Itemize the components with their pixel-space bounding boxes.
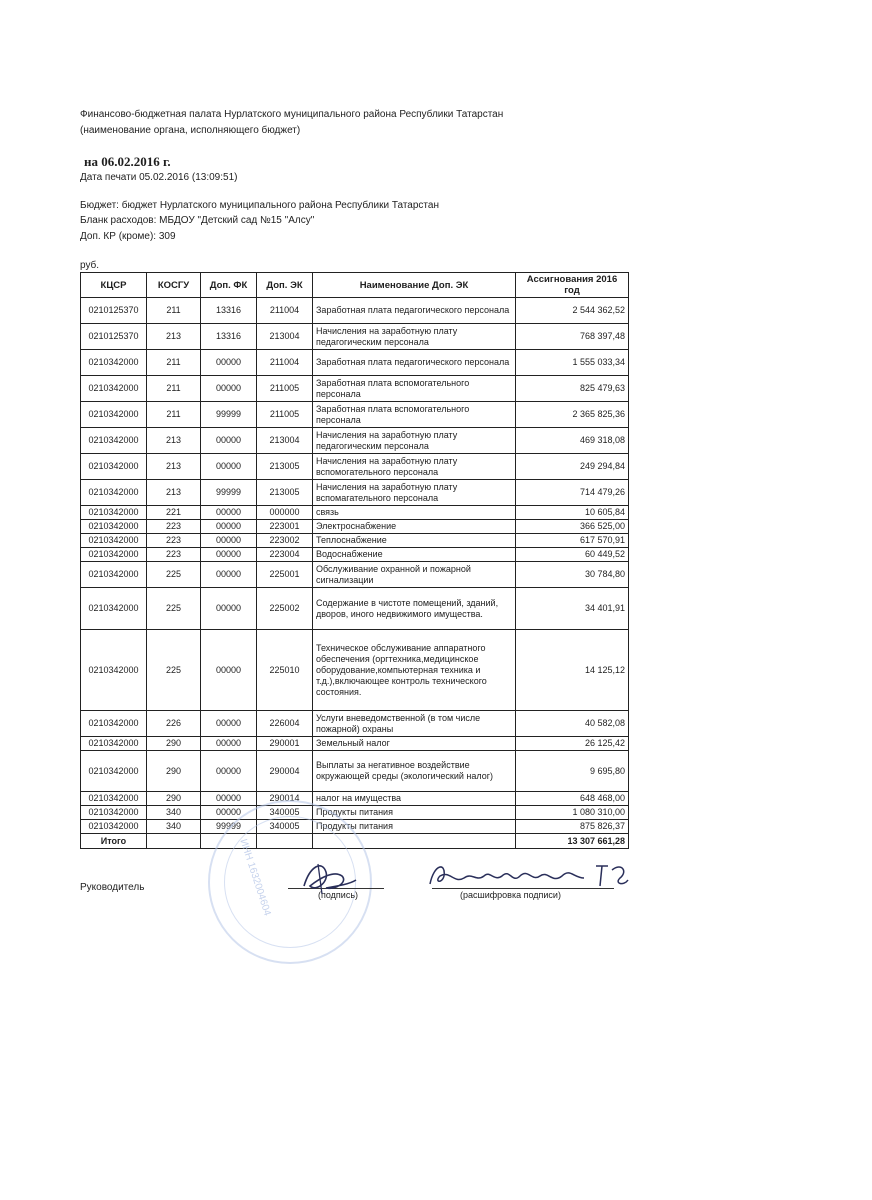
cell-dop-ek: 290004: [257, 751, 313, 792]
cell-dop-fk: 00000: [201, 711, 257, 737]
cell-amount: 366 525,00: [516, 520, 629, 534]
cell-amount: 14 125,12: [516, 630, 629, 711]
table-row: [81, 737, 629, 751]
cell-amount: 1 080 310,00: [516, 806, 629, 820]
cell-kcsr: 0210342000: [81, 350, 147, 376]
cell-amount: 2 365 825,36: [516, 402, 629, 428]
cell-kcsr: 0210342000: [81, 562, 147, 588]
cell-kosgu: 225: [147, 630, 201, 711]
table-row: [81, 428, 629, 454]
cell-kosgu: 211: [147, 298, 201, 324]
cell-dop-ek: 213005: [257, 454, 313, 480]
table-row: [81, 298, 629, 324]
cell-dop-fk: 13316: [201, 324, 257, 350]
cell-kcsr: 0210342000: [81, 454, 147, 480]
cell-name: Заработная плата вспомогательного персонала: [313, 402, 516, 428]
dop-kr-line: Доп. КР (кроме): 309: [80, 231, 176, 242]
cell-dop-fk: 00000: [201, 562, 257, 588]
table-row: [81, 402, 629, 428]
col-header-amount: Ассигнования 2016 год: [516, 273, 629, 298]
col-header-dop-ek: Доп. ЭК: [257, 273, 313, 298]
cell-dop-ek: 290014: [257, 792, 313, 806]
budget-line: Бюджет: бюджет Нурлатского муниципального района Республики Татарстан: [80, 200, 439, 211]
cell-dop-fk: 00000: [201, 737, 257, 751]
table-row: [81, 534, 629, 548]
cell-dop-ek: 340005: [257, 820, 313, 834]
total-label: Итого: [81, 834, 147, 849]
cell-kcsr: 0210342000: [81, 588, 147, 630]
cell-name: налог на имущества: [313, 792, 516, 806]
table-row: [81, 548, 629, 562]
table-row: [81, 376, 629, 402]
cell-dop-ek: 225010: [257, 630, 313, 711]
cell-kosgu: 223: [147, 548, 201, 562]
cell-dop-ek: 211005: [257, 402, 313, 428]
cell-amount: 714 479,26: [516, 480, 629, 506]
col-header-kcsr: КЦСР: [81, 273, 147, 298]
cell-amount: 469 318,08: [516, 428, 629, 454]
cell-kosgu: 211: [147, 376, 201, 402]
cell-amount: 26 125,42: [516, 737, 629, 751]
cell-dop-fk: 00000: [201, 454, 257, 480]
cell-dop-fk: 00000: [201, 588, 257, 630]
cell-kosgu: 290: [147, 792, 201, 806]
cell-amount: 768 397,48: [516, 324, 629, 350]
cell-dop-ek: 211004: [257, 350, 313, 376]
cell-name: Выплаты за негативное воздействие окружающей среды (экологический налог): [313, 751, 516, 792]
table-row: [81, 454, 629, 480]
cell-kcsr: 0210342000: [81, 630, 147, 711]
cell-name: Земельный налог: [313, 737, 516, 751]
cell-amount: 30 784,80: [516, 562, 629, 588]
cell-amount: 875 826,37: [516, 820, 629, 834]
cell-name: Начисления на заработную плату вспомогательного персонала: [313, 454, 516, 480]
cell-kcsr: 0210342000: [81, 806, 147, 820]
cell-kosgu: 211: [147, 402, 201, 428]
cell-amount: 825 479,63: [516, 376, 629, 402]
col-header-name: Наименование Доп. ЭК: [313, 273, 516, 298]
cell-dop-ek: 213005: [257, 480, 313, 506]
total-amount: 13 307 661,28: [516, 834, 629, 849]
currency-label: руб.: [80, 260, 100, 271]
cell-name: Заработная плата педагогического персонала: [313, 298, 516, 324]
cell-amount: 9 695,80: [516, 751, 629, 792]
cell-kosgu: 223: [147, 520, 201, 534]
table-row: [81, 520, 629, 534]
signature-role: Руководитель: [80, 882, 145, 893]
cell-kosgu: 213: [147, 324, 201, 350]
cell-name: Содержание в чистоте помещений, зданий, дворов, иного недвижимого имущества.: [313, 588, 516, 630]
cell-dop-ek: 223002: [257, 534, 313, 548]
cell-kcsr: 0210342000: [81, 792, 147, 806]
cell-dop-ek: 340005: [257, 806, 313, 820]
expense-form-line: Бланк расходов: МБДОУ "Детский сад №15 "Алсу": [80, 215, 315, 226]
table-row: [81, 751, 629, 792]
cell-kosgu: 340: [147, 820, 201, 834]
cell-kcsr: 0210125370: [81, 298, 147, 324]
cell-dop-fk: 00000: [201, 806, 257, 820]
table-row: [81, 324, 629, 350]
col-header-kosgu: КОСГУ: [147, 273, 201, 298]
cell-name: Начисления на заработную плату педагогическим персонала: [313, 428, 516, 454]
cell-dop-fk: 00000: [201, 534, 257, 548]
table-row: [81, 792, 629, 806]
cell-kosgu: 225: [147, 562, 201, 588]
cell-amount: 1 555 033,34: [516, 350, 629, 376]
cell-dop-fk: 13316: [201, 298, 257, 324]
org-caption: (наименование органа, исполняющего бюджет): [80, 125, 301, 136]
cell-kcsr: 0210342000: [81, 820, 147, 834]
org-name: Финансово-бюджетная палата Нурлатского муниципального района Республики Татарстан: [80, 109, 504, 120]
cell-kosgu: 225: [147, 588, 201, 630]
cell-kosgu: 211: [147, 350, 201, 376]
cell-kcsr: 0210342000: [81, 376, 147, 402]
cell-kcsr: 0210342000: [81, 506, 147, 520]
table-row: [81, 588, 629, 630]
cell-dop-ek: 226004: [257, 711, 313, 737]
stamp-inn: ИНН 1632004604: [237, 837, 273, 918]
cell-name: Техническое обслуживание аппаратного обеспечения (оргтехника,медицинское оборудование,компьютерная техника и т.д.),включающее контроль технического состояния.: [313, 630, 516, 711]
cell-kosgu: 213: [147, 480, 201, 506]
cell-kcsr: 0210342000: [81, 751, 147, 792]
table-row: [81, 806, 629, 820]
cell-name: Водоснабжение: [313, 548, 516, 562]
cell-dop-ek: 290001: [257, 737, 313, 751]
cell-amount: 2 544 362,52: [516, 298, 629, 324]
table-row: [81, 480, 629, 506]
cell-dop-fk: 99999: [201, 402, 257, 428]
cell-dop-ek: 223004: [257, 548, 313, 562]
cell-kosgu: 340: [147, 806, 201, 820]
cell-amount: 617 570,91: [516, 534, 629, 548]
cell-dop-ek: 211005: [257, 376, 313, 402]
cell-amount: 10 605,84: [516, 506, 629, 520]
cell-dop-fk: 00000: [201, 506, 257, 520]
cell-kosgu: 213: [147, 454, 201, 480]
cell-name: Электроснабжение: [313, 520, 516, 534]
cell-name: Обслуживание охранной и пожарной сигнализации: [313, 562, 516, 588]
cell-kcsr: 0210342000: [81, 534, 147, 548]
table-row: [81, 350, 629, 376]
cell-name: Начисления на заработную плату педагогическим персонала: [313, 324, 516, 350]
table-row: [81, 562, 629, 588]
cell-kcsr: 0210342000: [81, 520, 147, 534]
signature-caption: (подпись): [318, 890, 359, 900]
handwritten-signature: [296, 856, 360, 900]
cell-name: Теплоснабжение: [313, 534, 516, 548]
table-header-row: [81, 273, 629, 298]
cell-name: Продукты питания: [313, 806, 516, 820]
table-row: [81, 630, 629, 711]
cell-kcsr: 0210342000: [81, 737, 147, 751]
cell-amount: 249 294,84: [516, 454, 629, 480]
cell-name: Заработная плата педагогического персонала: [313, 350, 516, 376]
cell-dop-fk: 00000: [201, 548, 257, 562]
cell-dop-ek: 225001: [257, 562, 313, 588]
cell-dop-ek: 213004: [257, 428, 313, 454]
cell-name: связь: [313, 506, 516, 520]
cell-dop-fk: 00000: [201, 792, 257, 806]
cell-dop-ek: 213004: [257, 324, 313, 350]
cell-kcsr: 0210125370: [81, 324, 147, 350]
cell-dop-fk: 00000: [201, 428, 257, 454]
report-date: на 06.02.2016 г.: [84, 154, 171, 169]
table-row: [81, 506, 629, 520]
cell-kcsr: 0210342000: [81, 548, 147, 562]
cell-name: Продукты питания: [313, 820, 516, 834]
col-header-dop-fk: Доп. ФК: [201, 273, 257, 298]
cell-amount: 40 582,08: [516, 711, 629, 737]
cell-name: Заработная плата вспомогательного персонала: [313, 376, 516, 402]
cell-kosgu: 290: [147, 737, 201, 751]
decode-caption: (расшифровка подписи): [460, 890, 561, 900]
cell-dop-ek: 225002: [257, 588, 313, 630]
cell-kcsr: 0210342000: [81, 480, 147, 506]
cell-dop-fk: 00000: [201, 630, 257, 711]
cell-amount: 34 401,91: [516, 588, 629, 630]
cell-dop-fk: 99999: [201, 480, 257, 506]
cell-kosgu: 213: [147, 428, 201, 454]
table-row: [81, 711, 629, 737]
cell-kosgu: 290: [147, 751, 201, 792]
cell-amount: 60 449,52: [516, 548, 629, 562]
cell-kcsr: 0210342000: [81, 711, 147, 737]
cell-dop-ek: 211004: [257, 298, 313, 324]
cell-dop-ek: 000000: [257, 506, 313, 520]
cell-dop-fk: 00000: [201, 350, 257, 376]
handwritten-decode: [424, 858, 634, 894]
cell-kosgu: 226: [147, 711, 201, 737]
cell-name: Услуги вневедомственной (в том числе пожарной) охраны: [313, 711, 516, 737]
cell-name: Начисления на заработную плату вспомагательного персонала: [313, 480, 516, 506]
cell-kcsr: 0210342000: [81, 428, 147, 454]
print-date: Дата печати 05.02.2016 (13:09:51): [80, 172, 238, 183]
cell-kosgu: 223: [147, 534, 201, 548]
cell-kosgu: 221: [147, 506, 201, 520]
budget-table: [80, 272, 629, 849]
cell-dop-fk: 99999: [201, 820, 257, 834]
cell-dop-ek: 223001: [257, 520, 313, 534]
cell-kcsr: 0210342000: [81, 402, 147, 428]
cell-dop-fk: 00000: [201, 751, 257, 792]
cell-amount: 648 468,00: [516, 792, 629, 806]
cell-dop-fk: 00000: [201, 520, 257, 534]
cell-dop-fk: 00000: [201, 376, 257, 402]
